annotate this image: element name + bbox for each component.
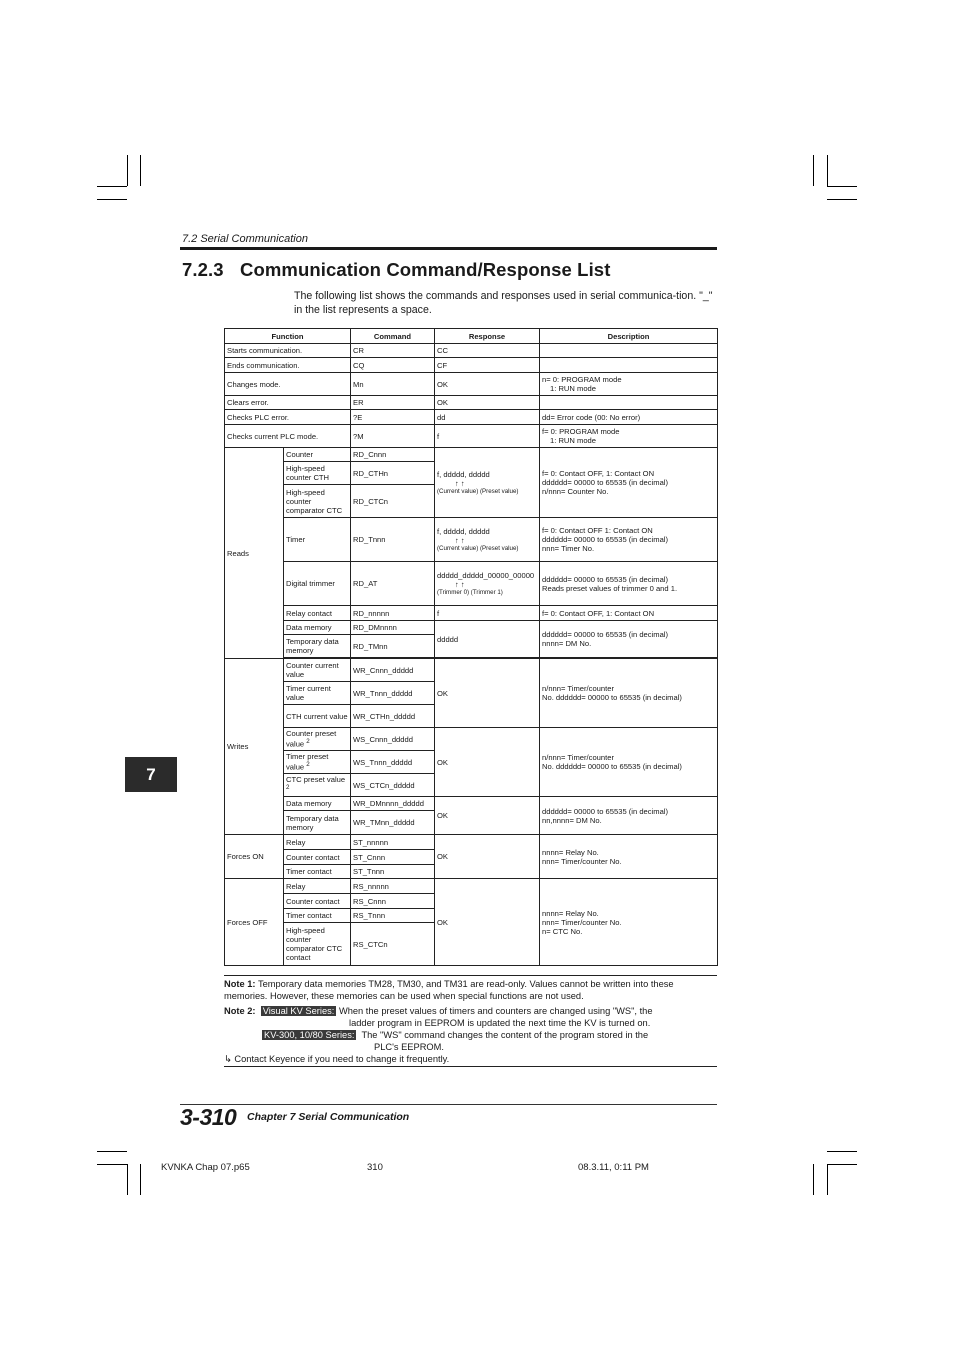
table-row bbox=[225, 358, 718, 373]
desc-line: f= 0: PROGRAM mode bbox=[542, 427, 620, 436]
response-cell: OK bbox=[435, 396, 540, 410]
command-cell: ?M bbox=[351, 425, 435, 448]
command-cell: RD_AT bbox=[351, 562, 435, 606]
description-cell bbox=[540, 396, 718, 410]
note-text: PLC's EEPROM. bbox=[374, 1042, 444, 1052]
description-cell bbox=[540, 659, 718, 728]
crop-mark bbox=[97, 1164, 127, 1165]
command-cell: RD_Cnnn bbox=[351, 448, 435, 462]
note-ref: 2 bbox=[306, 761, 310, 769]
sub-function-cell: Data memory bbox=[284, 797, 351, 811]
response-arrows: ↑ ↑ bbox=[455, 536, 465, 545]
response-cell: ddddd bbox=[435, 621, 540, 658]
slug-page: 310 bbox=[367, 1162, 383, 1173]
table-row bbox=[225, 396, 718, 410]
desc-line: dddddd= 00000 to 65535 (in decimal) bbox=[542, 535, 669, 544]
desc-line: dddddd= 00000 to 65535 (in decimal) bbox=[542, 478, 669, 487]
description-cell bbox=[540, 358, 718, 373]
desc-line: Reads preset values of trimmer 0 and 1. bbox=[542, 583, 678, 593]
note-1 bbox=[224, 978, 717, 1002]
series-tag-visual-kv: Visual KV Series: bbox=[262, 1006, 335, 1016]
response-cell: OK bbox=[435, 835, 540, 879]
crop-mark bbox=[97, 186, 127, 187]
note-text: Contact Keyence if you need to change it frequently. bbox=[234, 1054, 450, 1064]
desc-line: nn,nnnn= DM No. bbox=[542, 815, 602, 825]
note-label: Note 2: bbox=[224, 1006, 256, 1016]
sub-function-cell: High-speed counter comparator CTC contact bbox=[284, 923, 351, 966]
header-command: Command bbox=[351, 329, 435, 344]
sub-function-cell: Counter contact bbox=[284, 850, 351, 865]
crop-mark bbox=[827, 1164, 857, 1165]
title-number: 7.2.3 bbox=[182, 259, 224, 280]
note-text: When the preset values of timers and counters are changed using "WS", the bbox=[338, 1006, 653, 1016]
response-line: f, ddddd, ddddd bbox=[437, 470, 490, 479]
desc-line: No. dddddd= 00000 to 65535 (in decimal) bbox=[542, 762, 682, 771]
sub-function-cell: Relay bbox=[284, 879, 351, 894]
description-cell bbox=[540, 562, 718, 606]
description-cell bbox=[540, 797, 718, 835]
desc-line: f= 0: Contact OFF, 1: Contact ON bbox=[542, 469, 655, 478]
table-row bbox=[225, 448, 718, 462]
response-cell: CF bbox=[435, 358, 540, 373]
sub-function-cell: Timer bbox=[284, 518, 351, 562]
sub-function-cell: Counter contact bbox=[284, 894, 351, 909]
desc-line: nnnn= DM No. bbox=[542, 639, 592, 648]
command-cell: WR_DMnnnn_ddddd bbox=[351, 797, 435, 811]
notes-box bbox=[224, 975, 717, 1067]
command-cell: ST_nnnnn bbox=[351, 835, 435, 850]
sub-function-cell: Temporary data memory bbox=[284, 811, 351, 835]
desc-line: nnnn= Relay No. bbox=[542, 847, 599, 857]
sub-function-cell: Temporary data memory bbox=[284, 635, 351, 658]
command-cell: RD_Tnnn bbox=[351, 518, 435, 562]
table-row bbox=[225, 659, 718, 682]
series-tag-kv300: KV-300, 10/80 Series: bbox=[264, 1030, 355, 1040]
header-response: Response bbox=[435, 329, 540, 344]
description-cell: dd= Error code (00: No error) bbox=[540, 410, 718, 425]
command-cell: ?E bbox=[351, 410, 435, 425]
desc-line: 1: RUN mode bbox=[550, 384, 597, 393]
sub-function-cell: Counter current value bbox=[284, 659, 351, 682]
function-cell: Ends communication. bbox=[225, 358, 351, 373]
desc-line: nnn= Timer No. bbox=[542, 544, 595, 553]
response-cell: f bbox=[435, 425, 540, 448]
command-cell: RD_nnnnn bbox=[351, 606, 435, 621]
sub-function-cell: Relay bbox=[284, 835, 351, 850]
contact-note bbox=[224, 1053, 717, 1065]
table-row bbox=[225, 344, 718, 358]
response-caption: (Current value) (Preset value) bbox=[437, 488, 519, 495]
crop-mark bbox=[827, 199, 857, 200]
desc-line: n/nnn= Timer/counter bbox=[542, 684, 614, 693]
note-label: Note 1: bbox=[224, 979, 256, 989]
group-cell-reads: Reads bbox=[225, 448, 284, 659]
page-title bbox=[182, 259, 610, 281]
desc-line: n= CTC No. bbox=[542, 926, 583, 936]
desc-line: dddddd= 00000 to 65535 (in decimal) bbox=[542, 806, 669, 816]
sub-label: CTC preset value bbox=[286, 775, 346, 785]
group-cell-forces-on: Forces ON bbox=[225, 835, 284, 879]
response-line: ddddd_ddddd_00000_00000 bbox=[437, 571, 535, 580]
note-ref: 2 bbox=[306, 738, 310, 746]
crop-mark bbox=[813, 155, 814, 186]
response-cell bbox=[435, 562, 540, 606]
note-text: Temporary data memories TM28, TM30, and TM31 are read-only. Values cannot be written into these memories. However, these memories can be used when special functions are not used. bbox=[224, 979, 674, 1001]
note-2 bbox=[224, 1005, 717, 1017]
function-cell: Checks PLC error. bbox=[225, 410, 351, 425]
command-cell: RS_CTCn bbox=[351, 923, 435, 966]
response-cell bbox=[435, 518, 540, 562]
sub-function-cell bbox=[284, 774, 351, 797]
desc-line: f= 0: Contact OFF 1: Contact ON bbox=[542, 526, 653, 535]
sub-label: Timer preset value bbox=[286, 752, 329, 772]
sub-function-cell bbox=[284, 751, 351, 774]
response-cell: dd bbox=[435, 410, 540, 425]
description-cell bbox=[540, 835, 718, 879]
description-cell bbox=[540, 728, 718, 797]
function-cell: Changes mode. bbox=[225, 373, 351, 396]
sub-function-cell: CTH current value bbox=[284, 705, 351, 728]
description-cell bbox=[540, 373, 718, 396]
sub-function-cell: Data memory bbox=[284, 621, 351, 635]
slug-date: 08.3.11, 0:11 PM bbox=[578, 1162, 649, 1173]
command-cell: RD_TMnn bbox=[351, 635, 435, 658]
slug-file: KVNKA Chap 07.p65 bbox=[161, 1162, 250, 1173]
note-text: ladder program in EEPROM is updated the next time the KV is turned on. bbox=[349, 1018, 651, 1028]
command-cell: WR_CTHn_ddddd bbox=[351, 705, 435, 728]
crop-mark bbox=[127, 1164, 128, 1195]
table-row bbox=[225, 562, 718, 606]
response-caption: (Current value) (Preset value) bbox=[437, 545, 519, 552]
command-cell: CR bbox=[351, 344, 435, 358]
section-divider bbox=[180, 247, 717, 250]
description-cell: f= 0: Contact OFF, 1: Contact ON bbox=[540, 606, 718, 621]
command-cell: RS_Tnnn bbox=[351, 909, 435, 923]
command-cell: ER bbox=[351, 396, 435, 410]
sub-function-cell: High-speed counter CTH bbox=[284, 462, 351, 485]
description-cell bbox=[540, 344, 718, 358]
command-cell: RD_CTCn bbox=[351, 485, 435, 518]
page-number: 3-310 bbox=[180, 1104, 237, 1130]
arrow-hook-icon: ↳ bbox=[224, 1054, 232, 1064]
table-row bbox=[225, 835, 718, 850]
intro-paragraph: The following list shows the commands and responses used in serial communica-tion. "_" in the list represents a space. bbox=[294, 290, 713, 316]
table-row bbox=[225, 373, 718, 396]
command-cell: ST_Cnnn bbox=[351, 850, 435, 865]
desc-line: 1: RUN mode bbox=[550, 436, 597, 445]
crop-mark bbox=[140, 1164, 141, 1195]
response-cell: OK bbox=[435, 373, 540, 396]
sub-function-cell bbox=[284, 728, 351, 751]
response-caption: (Trimmer 0) (Trimmer 1) bbox=[437, 589, 503, 596]
command-cell: RS_Cnnn bbox=[351, 894, 435, 909]
description-cell bbox=[540, 425, 718, 448]
response-cell: OK bbox=[435, 659, 540, 728]
chapter-label: Chapter 7 Serial Communication bbox=[247, 1111, 410, 1123]
response-cell: OK bbox=[435, 728, 540, 797]
sub-function-cell: Timer contact bbox=[284, 865, 351, 879]
group-cell-writes: Writes bbox=[225, 659, 284, 835]
command-cell: CQ bbox=[351, 358, 435, 373]
description-cell bbox=[540, 879, 718, 966]
command-cell: RD_DMnnnn bbox=[351, 621, 435, 635]
crop-mark bbox=[97, 1151, 127, 1152]
command-cell: WR_TMnn_ddddd bbox=[351, 811, 435, 835]
crop-mark bbox=[813, 1164, 814, 1195]
note-2-kv300 bbox=[224, 1029, 717, 1041]
desc-line: dddddd= 00000 to 65535 (in decimal) bbox=[542, 574, 669, 584]
table-row bbox=[225, 797, 718, 811]
sub-function-cell: Counter bbox=[284, 448, 351, 462]
command-cell: ST_Tnnn bbox=[351, 865, 435, 879]
chapter-tab: 7 bbox=[125, 757, 177, 792]
crop-mark bbox=[827, 1164, 828, 1195]
command-cell: RD_CTHn bbox=[351, 462, 435, 485]
response-cell: f bbox=[435, 606, 540, 621]
table-row bbox=[225, 728, 718, 751]
note-ref: 2 bbox=[286, 784, 290, 792]
response-arrows: ↑ ↑ bbox=[455, 479, 465, 488]
response-line: f, ddddd, ddddd bbox=[437, 527, 490, 536]
table-row bbox=[225, 621, 718, 635]
table-header-row bbox=[225, 329, 718, 344]
table-row bbox=[225, 425, 718, 448]
group-cell-forces-off: Forces OFF bbox=[225, 879, 284, 966]
desc-line: n/nnn= Timer/counter bbox=[542, 753, 614, 762]
header-description: Description bbox=[540, 329, 718, 344]
command-cell: RS_nnnnn bbox=[351, 879, 435, 894]
crop-mark bbox=[827, 1151, 857, 1152]
note-text: The "WS" command changes the content of the program stored in the bbox=[361, 1030, 649, 1040]
desc-line: nnn= Timer/counter No. bbox=[542, 856, 622, 866]
table-row bbox=[225, 879, 718, 894]
table-row bbox=[225, 606, 718, 621]
sub-label: Counter preset value bbox=[286, 729, 337, 749]
function-cell: Starts communication. bbox=[225, 344, 351, 358]
command-cell: WS_Tnnn_ddddd bbox=[351, 751, 435, 774]
command-cell: Mn bbox=[351, 373, 435, 396]
footer-divider bbox=[180, 1104, 717, 1105]
command-cell: WR_Cnnn_ddddd bbox=[351, 659, 435, 682]
section-label: 7.2 Serial Communication bbox=[182, 233, 308, 245]
crop-mark bbox=[827, 186, 857, 187]
sub-function-cell: Timer contact bbox=[284, 909, 351, 923]
table-row bbox=[225, 518, 718, 562]
response-cell: OK bbox=[435, 797, 540, 835]
command-table bbox=[224, 328, 718, 966]
description-cell bbox=[540, 621, 718, 658]
command-cell: WR_Tnnn_ddddd bbox=[351, 682, 435, 705]
response-arrows: ↑ ↑ bbox=[455, 580, 465, 589]
sub-function-cell: Digital trimmer bbox=[284, 562, 351, 606]
table-row bbox=[225, 410, 718, 425]
desc-line: n/nnn= Counter No. bbox=[542, 487, 609, 496]
crop-mark bbox=[97, 199, 127, 200]
sub-function-cell: Relay contact bbox=[284, 606, 351, 621]
response-cell: OK bbox=[435, 879, 540, 966]
header-function: Function bbox=[225, 329, 351, 344]
desc-line: dddddd= 00000 to 65535 (in decimal) bbox=[542, 630, 669, 639]
response-cell bbox=[435, 448, 540, 518]
desc-line: No. dddddd= 00000 to 65535 (in decimal) bbox=[542, 693, 682, 702]
function-cell: Clears error. bbox=[225, 396, 351, 410]
description-cell bbox=[540, 448, 718, 518]
sub-function-cell: High-speed counter comparator CTC bbox=[284, 485, 351, 518]
crop-mark bbox=[827, 155, 828, 186]
crop-mark bbox=[140, 155, 141, 186]
title-text: Communication Command/Response List bbox=[240, 259, 611, 280]
desc-line: n= 0: PROGRAM mode bbox=[542, 375, 622, 384]
desc-line: nnn= Timer/counter No. bbox=[542, 917, 622, 927]
response-cell: CC bbox=[435, 344, 540, 358]
sub-function-cell: Timer current value bbox=[284, 682, 351, 705]
desc-line: nnnn= Relay No. bbox=[542, 908, 599, 918]
description-cell bbox=[540, 518, 718, 562]
crop-mark bbox=[127, 155, 128, 186]
command-cell: WS_CTCn_ddddd bbox=[351, 774, 435, 797]
command-cell: WS_Cnnn_ddddd bbox=[351, 728, 435, 751]
function-cell: Checks current PLC mode. bbox=[225, 425, 351, 448]
